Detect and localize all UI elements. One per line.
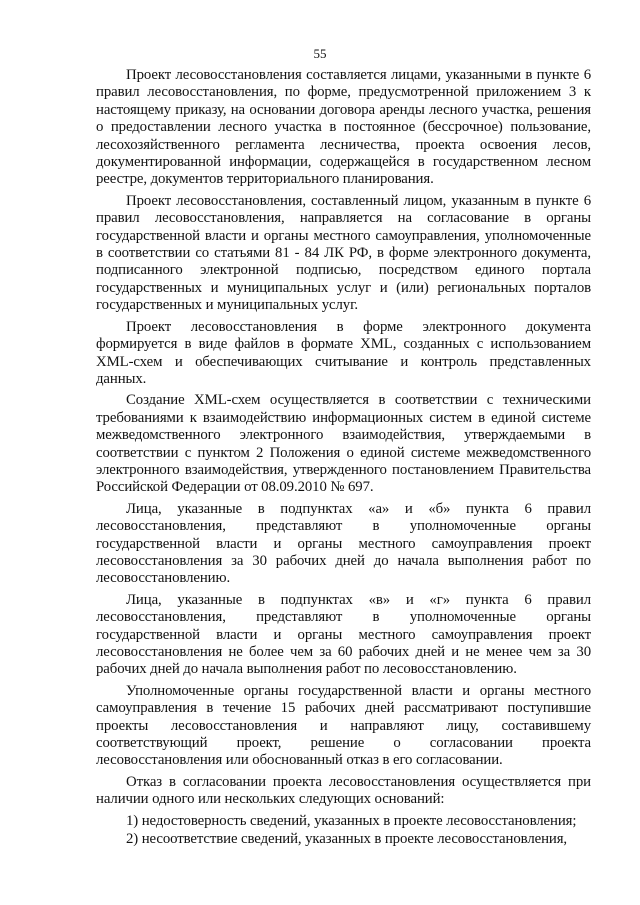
- document-body: [96, 67, 591, 849]
- paragraph-xml-format: Проект лесовосстановления в форме электронного документа формируется в виде файлов в формате XML, созданных с использованием XML-схем и обеспечивающих считывание и контроль представленных данных.: [96, 318, 591, 387]
- paragraph-deadline-a-b: Лица, указанные в подпунктах «а» и «б» пункта 6 правил лесовосстановления, представляют в уполномоченные органы государственной власти и органы местного самоуправления проект лесовосстановления за 30 рабочих дней до начала выполнения работ по лесовосстановлению.: [96, 500, 591, 587]
- list-item: 1) недостоверность сведений, указанных в проекте лесовосстановления;: [126, 812, 577, 829]
- page-number: 55: [313, 46, 327, 61]
- paragraph-project-composition: Проект лесовосстановления составляется лицами, указанными в пункте 6 правил лесовосстановления, по форме, предусмотренной приложением 3 к настоящему приказу, на основании договора аренды лесного участка, решения о предоставлении лесного участка в постоянное (бессрочное) пользование, лесохозяйственного регламента лесничества, проекта освоения лесов, документированной информации, содержащейся в государственном лесном реестре, документов территориального планирования.: [96, 67, 591, 188]
- paragraph-review-period: Уполномоченные органы государственной власти и органы местного самоуправления в течение 15 рабочих дней рассматривают поступившие проекты лесовосстановления и направляют лицу, составившему соответствующий проект, решение о согласовании проекта лесовосстановления или обоснованный отказ в его согласовании.: [96, 682, 591, 769]
- list-item: 2) несоответствие сведений, указанных в проекте лесовосстановления,: [126, 831, 568, 848]
- paragraph-refusal-grounds: Отказ в согласовании проекта лесовосстановления осуществляется при наличии одного или нескольких следующих оснований:: [96, 773, 591, 808]
- paragraph-approval-submission: Проект лесовосстановления, составленный лицом, указанным в пункте 6 правил лесовосстановления, направляется на согласование в органы государственной власти и органы местного самоуправления, уполномоченные в соответствии со статьями 81 - 84 ЛК РФ, в форме электронного документа, подписанного электронной подписью, посредством единого портала государственных и муниципальных услуг и (или) региональных порталов государственных и муниципальных услуг.: [96, 192, 591, 314]
- paragraph-xml-schemas: Создание XML-схем осуществляется в соответствии с техническими требованиями к взаимодействию информационных систем в единой системе межведомственного электронного взаимодействия, утверждаемыми в соответствии с пунктом 2 Положения о единой системе межведомственного электронного взаимодействия, утвержденного постановлением Правительства Российской Федерации от 08.09.2010 № 697.: [96, 392, 591, 496]
- paragraph-deadline-v-g: Лица, указанные в подпунктах «в» и «г» пункта 6 правил лесовосстановления, представляют в уполномоченные органы государственной власти и органы местного самоуправления проект лесовосстановления не более чем за 60 рабочих дней и не менее чем за 30 рабочих дней до начала выполнения работ по лесовосстановлению.: [96, 591, 591, 678]
